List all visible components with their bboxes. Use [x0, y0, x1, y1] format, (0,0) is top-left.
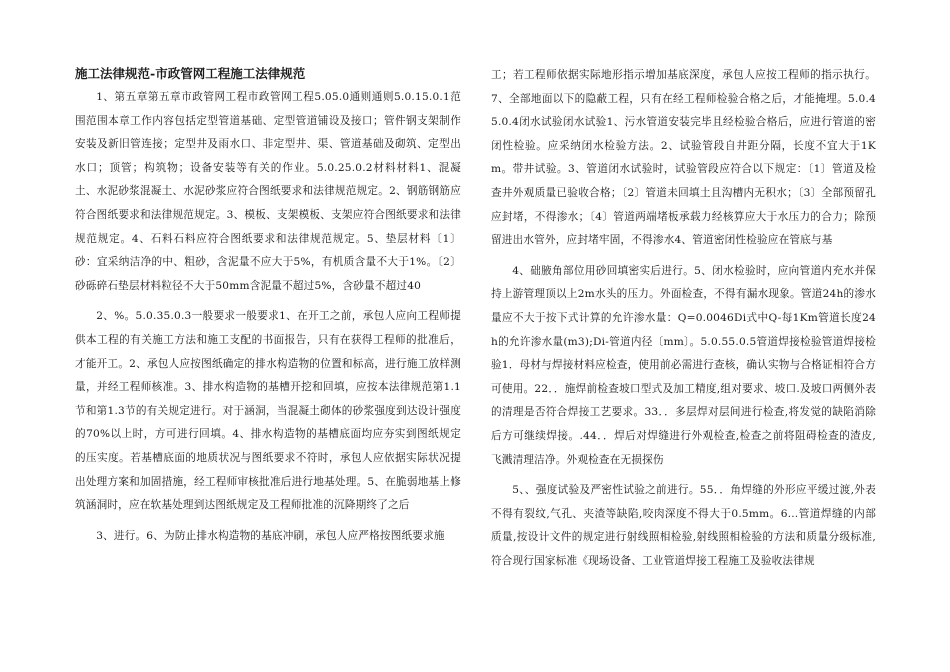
left-column [75, 62, 461, 555]
paragraph: 3、进行。6、为防止排水构造物的基底冲刷，承包人应严格按图纸要求施 [96, 529, 445, 542]
paragraph: 1、第五章第五章市政管网工程市政管网工程5.05.0通则通则5.0.15.0.1范围范围本章工作内容包括定型管道基础、定型管道铺设及接口；管件钢支架制作安装及新旧管连接；定型井及雨水口、非定型井、渠、管道基础及砌筑、定型出水口；顶管；构筑物；设备安装等有关的作业。5.0.25.0.2材料材料1、混凝土、水泥砂浆混凝土、水泥砂浆应符合图纸要求和法律规范规定。2、钢筋钢筋应符合图纸要求和法律规范规定。3、模板、支架模板、支架应符合图纸要求和法律规范规定。4、石料石料应符合图纸要求和法律规范规定。5、垫层材料〔1〕砂：宜采纳洁净的中、粗砂，含泥量不应大于5%，有机质含量不大于1%。〔2〕砂砾碎石垫层材料粒径不大于50mm含泥量不超过5%，含砂量不超过40 [75, 91, 461, 292]
paragraph: 4、础腋角部位用砂回填密实后进行。5、闭水检验时，应向管道内充水并保持上游管理顶以上2m水头的压力。外面检查，不得有漏水现象。管道24h的渗水量应不大于按下式计算的允许渗水量：Q=0.0046Di式中Q-每1Km管道长度24h的允许渗水量(m3);Di-管道内径〔mm〕。5.0.55.0.5管道焊接检验管道焊接检验1．母材与焊接材料应检查，使用前必需进行查核，确认实物与合格证相符合方可使用。22．．施焊前检查坡口型式及加工精度,组对要求、坡口.及坡口两侧外表的清理是否符合焊接工艺要求。33．．多层焊对层间进行检查,将发觉的缺陷消除后方可继续焊接。.44．．焊后对焊缝进行外观检查,检查之前将阻碍检查的渣皮,飞溅清理洁净。外观检查在无损探伤 [491, 264, 876, 466]
document-title: 施工法律规范-市政管网工程施工法律规范 [75, 66, 306, 81]
paragraph: 5、、强度试验及严密性试验之前进行。55．．角焊缝的外形应平缓过渡,外表不得有裂纹,气孔、夹渣等缺陷,咬肉深度不得大于0.5mm。6…管道焊缝的内部质量,按设计文件的规定进行射线照相检验,射线照相检验的方法和质量分级标准,符合现行国家标准《现场设备、工业管道焊接工程施工及验收法律规 [491, 484, 876, 567]
paragraph: 工；若工程师依据实际地形指示增加基底深度，承包人应按工程师的指示执行。7、全部地面以下的隐蔽工程，只有在经工程师检验合格之后，才能掩埋。5.0.45.0.4闭水试验闭水试验1、污水管道安装完毕且经检验合格后，应进行管道的密闭性检验。应采纳闭水检验方法。2、试验管段自井距分隔，长度不宜大于1Km。带井试验。3、管道闭水试验时，试验管段应符合以下规定：〔1〕管道及检查井外观质量已验收合格；〔2〕管道未回填土且沟槽内无积水；〔3〕全部预留孔应封堵，不得渗水；〔4〕管道两端堵板承载力经核算应大于水压力的合力；除预留进出水管外，应封堵牢固，不得渗水4、管道密闭性检验应在管底与基 [491, 69, 876, 247]
right-column [491, 64, 876, 580]
paragraph: 2、%。5.0.35.0.3一般要求一般要求1、在开工之前，承包人应向工程师提供本工程的有关施工方法和施工支配的书面报告，只有在获得工程师的批准后，才能开工。2、承包人应按图纸确定的排水构造物的位置和标高，进行施工放样测量，并经工程师核准。3、排水构造物的基槽开挖和回填，应按本法律规范第1.1节和第1.3节的有关规定进行。对于涵洞，当混凝土砌体的砂浆强度到达设计强度的70%以上时，方可进行回填。4、排水构造物的基槽底面均应夯实到图纸规定的压实度。若基槽底面的地质状况与图纸要求不符时，承包人应依据实际状况提出处理方案和加固措施，经工程师审核批准后进行地基处理。5、在脆弱地基上修筑涵洞时，应在软基处理到达图纸规定及工程师批准的沉降期终了之后 [75, 310, 461, 512]
